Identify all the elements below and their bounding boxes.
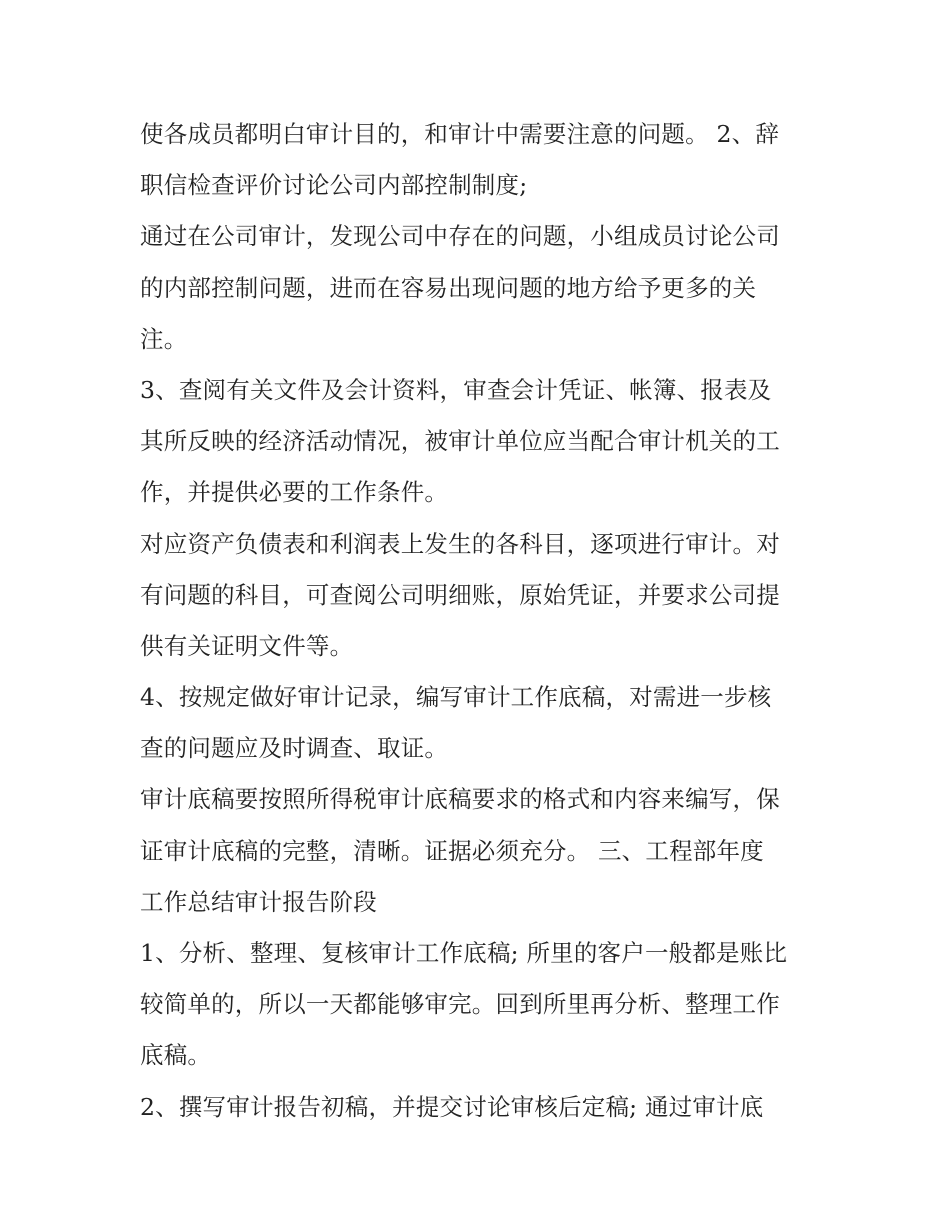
text-line: 使各成员都明白审计目的，和审计中需要注意的问题。 2、辞 (140, 120, 780, 148)
text-line: 1、分析、整理、复核审计工作底稿; 所里的客户一般都是账比 (140, 939, 788, 967)
text-line: 审计底稿要按照所得税审计底稿要求的格式和内容来编写，保 (140, 785, 780, 814)
text-line: 证审计底稿的完整，清晰。证据必须充分。 三、工程部年度 (140, 836, 764, 865)
body-text (140, 109, 820, 1133)
text-line: 对应资产负债表和利润表上发生的各科目，逐项进行审计。对 (140, 529, 780, 558)
text-line: 较简单的，所以一天都能够审完。回到所里再分析、整理工作 (140, 990, 780, 1019)
text-line: 注。 (140, 324, 188, 353)
text-line: 职信检查评价讨论公司内部控制制度; (140, 171, 528, 200)
text-line: 的内部控制问题，进而在容易出现问题的地方给予更多的关 (140, 273, 757, 302)
text-line: 2、撰写审计报告初稿，并提交讨论审核后定稿; 通过审计底 (140, 1092, 764, 1121)
text-line: 底稿。 (140, 1041, 212, 1070)
text-line: 4、按规定做好审计记录，编写审计工作底稿，对需进一步核 (140, 683, 772, 712)
text-line: 其所反映的经济活动情况，被审计单位应当配合审计机关的工 (140, 427, 780, 456)
text-line: 作，并提供必要的工作条件。 (140, 478, 449, 507)
text-line: 查的问题应及时调查、取证。 (140, 734, 449, 763)
text-line: 3、查阅有关文件及会计资料，审查会计凭证、帐簿、报表及 (140, 375, 772, 404)
text-line: 通过在公司审计，发现公司中存在的问题，小组成员讨论公司 (140, 222, 780, 251)
text-line: 工作总结审计报告阶段 (140, 887, 377, 916)
text-line: 有问题的科目，可查阅公司明细账，原始凭证，并要求公司提 (140, 580, 780, 609)
text-line: 供有关证明文件等。 (140, 631, 354, 660)
